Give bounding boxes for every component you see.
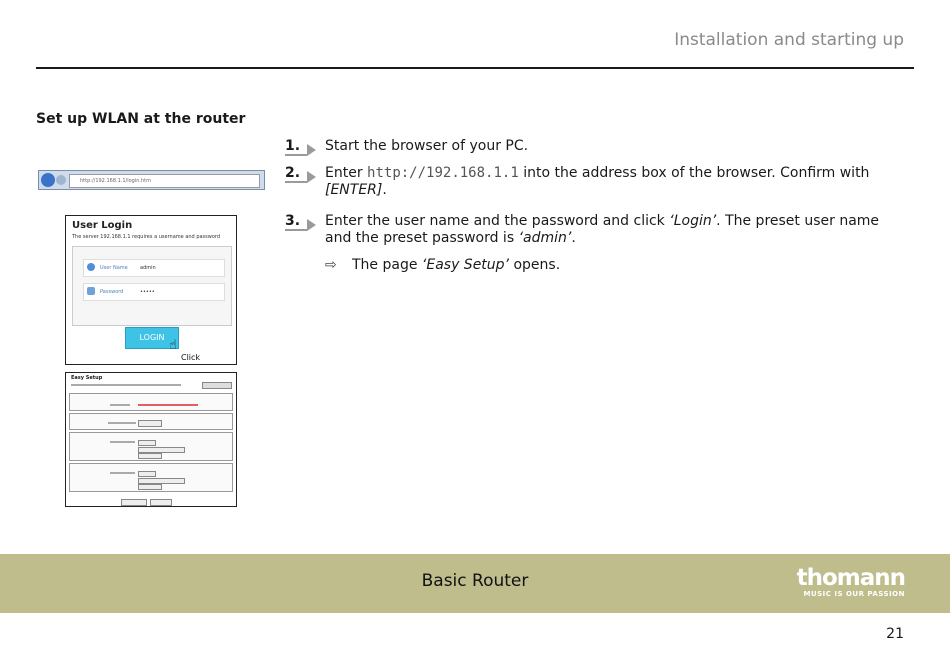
easy-line (108, 422, 136, 424)
step-arrow-icon (307, 144, 316, 156)
brand-slogan: MUSIC IS OUR PASSION (803, 590, 905, 598)
easy-select-thumb (138, 484, 162, 490)
login-screenshot (65, 215, 237, 365)
arrow-right-outline-icon: ⇨ (325, 257, 337, 273)
step-text: Enter (325, 165, 368, 181)
easy-desc-line (71, 384, 181, 386)
password-value: ••••• (140, 289, 155, 295)
easy-setup-screenshot (65, 372, 237, 507)
pointer-hand-icon: ☝ (169, 338, 177, 353)
easy-cancel-button-thumb (150, 499, 172, 506)
easy-select-thumb (138, 453, 162, 459)
step-number: 1. (285, 138, 317, 155)
easy-select-thumb (138, 471, 156, 477)
chapter-title: Installation and starting up (674, 30, 904, 50)
user-name-field (83, 259, 225, 277)
step-text: Start the browser of your PC. (325, 138, 529, 154)
login-title: User Login (72, 220, 133, 231)
back-icon (41, 173, 55, 187)
product-name: Basic Router (421, 571, 529, 591)
key-icon (87, 287, 95, 295)
address-url: http://192.168.1.1/login.htm (69, 174, 260, 188)
thomann-logo (797, 566, 905, 598)
header-rule (36, 67, 914, 69)
easy-row-internet (69, 413, 233, 430)
result-text: The page (352, 257, 422, 273)
easy-setup-term: ‘Easy Setup’ (421, 257, 510, 273)
easy-row-connection (69, 393, 233, 411)
easy-line (110, 441, 135, 443)
user-icon (87, 263, 95, 271)
easy-row-24g (69, 463, 233, 492)
password-label: Password (100, 289, 124, 295)
easy-row-5g (69, 432, 233, 461)
easy-button-thumb (202, 382, 232, 389)
step-result (285, 257, 905, 274)
login-form (72, 246, 232, 326)
page-number: 21 (886, 626, 904, 642)
click-label: Click (181, 353, 201, 362)
easy-line (110, 472, 135, 474)
login-button: LOGIN (125, 327, 179, 349)
enter-key: [ENTER] (325, 182, 383, 198)
step-arrow-icon (307, 219, 316, 231)
login-subtitle: The server 192.168.1.1 requires a username and password (72, 234, 221, 240)
step-number: 3. (285, 213, 317, 230)
step-text: into the address box of the browser. Confirm with (518, 165, 870, 181)
easy-select-thumb (138, 440, 156, 446)
footer-band (0, 554, 950, 613)
instruction-steps (285, 138, 905, 274)
step-text: . (571, 230, 576, 246)
user-name-label: User Name (100, 265, 128, 271)
browser-address-bar-screenshot (38, 170, 265, 190)
easy-status-line (138, 404, 198, 406)
step-text: . (382, 182, 387, 198)
easy-setup-title: Easy Setup (71, 375, 103, 381)
step-text: Enter the user name and the password and click (325, 213, 670, 229)
result-text: opens. (509, 257, 561, 273)
password-field (83, 283, 225, 301)
easy-select-thumb (138, 420, 162, 427)
login-term: ‘Login’ (669, 213, 717, 229)
brand-name: thomann (796, 565, 905, 591)
admin-term: ‘admin’ (518, 230, 572, 246)
user-name-value: admin (140, 265, 156, 271)
step-number: 2. (285, 165, 317, 182)
url-code: http://192.168.1.1 (367, 165, 519, 181)
step-1 (285, 138, 905, 155)
step-text: . The preset user name and the preset password is (325, 213, 880, 246)
easy-apply-button-thumb (121, 499, 147, 506)
forward-icon (56, 175, 66, 185)
step-2 (285, 165, 905, 199)
easy-line (110, 404, 130, 406)
step-arrow-icon (307, 171, 316, 183)
step-3 (285, 213, 905, 247)
section-heading: Set up WLAN at the router (36, 111, 246, 127)
